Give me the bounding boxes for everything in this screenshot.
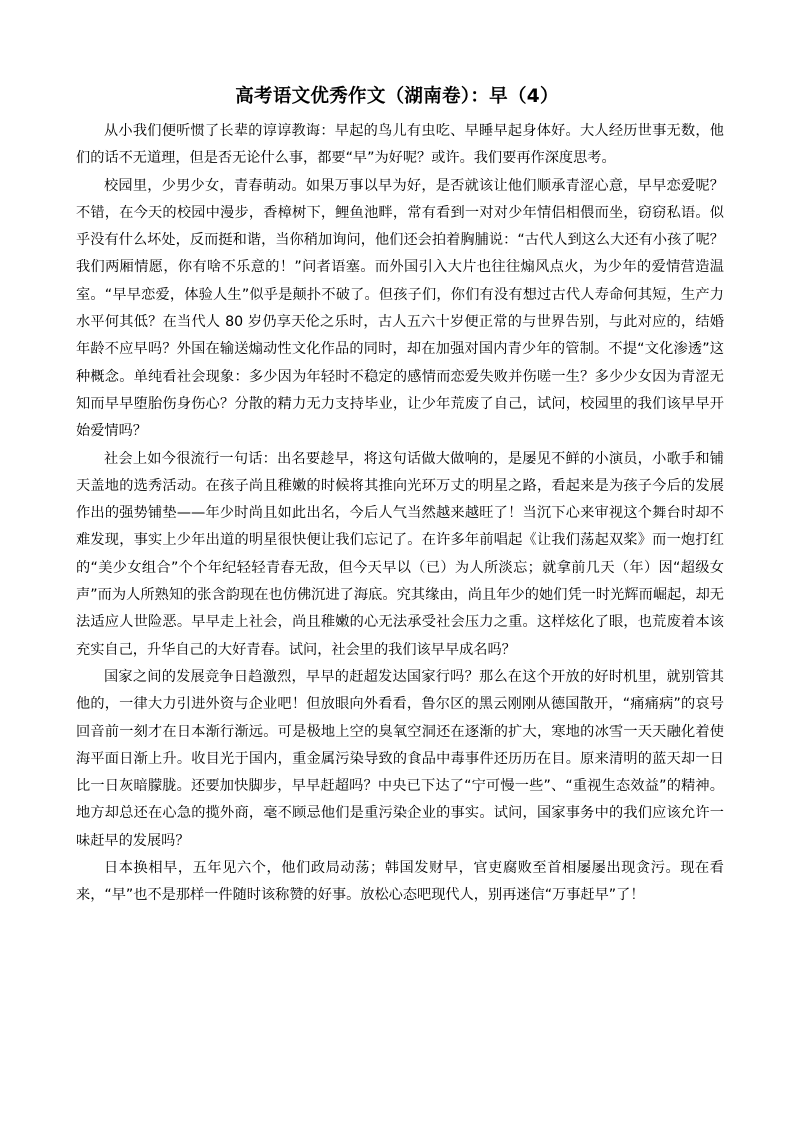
essay-paragraph-1: 从小我们便听惯了长辈的谆谆教诲：早起的鸟儿有虫吃、早睡早起身体好。大人经历世事无数，他们的话不无道理，但是否无论什么事，都要“早”为好呢？或许。我们要再作深度思考。 bbox=[76, 123, 724, 167]
essay-paragraph-5: 日本换相早，五年见六个，他们政局动荡；韩国发财早，官吏腐败至首相屡屡出现贪污。现在看来，“早”也不是那样一件随时该称赞的好事。放松心态吧现代人，别再迷信“万事赶早”了！ bbox=[76, 860, 724, 904]
essay-body bbox=[76, 118, 724, 910]
essay-paragraph-2: 校园里，少男少女，青春萌动。如果万事以早为好，是否就该让他们顺承青涩心意，早早恋爱呢？不错，在今天的校园中漫步，香樟树下，鲤鱼池畔，常有看到一对对少年情侣相偎而坐，窃窃私语。似乎没有什么坏处，反而挺和谐，当你稍加询问，他们还会拍着胸脯说：“古代人到这么大还有小孩了呢？我们两厢情愿，你有啥不乐意的！”问者语塞。而外国引入大片也往往煽风点火，为少年的爱情营造温室。“早早恋爱，体验人生”似乎是颠扑不破了。但孩子们，你们有没有想过古代人寿命何其短，生产力水平何其低？在当代人 80 岁仍享天伦之乐时，古人五六十岁便正常的与世界告别，与此对应的，结婚年龄不应早吗？外国在输送煽动性文化作品的同时，却在加强对国内青少年的管制。不提“文化渗透”这种概念。单纯看社会现象：多少因为年轻时不稳定的感情而恋爱失败并伤嗟一生？多少少女因为青涩无知而早早堕胎伤身伤心？分散的精力无力支持毕业，让少年荒废了自己，试问，校园里的我们该早早开始爱情吗？ bbox=[76, 177, 724, 440]
essay-title: 高考语文优秀作文（湖南卷）：早（4） bbox=[235, 86, 559, 107]
essay-paragraph-3: 社会上如今很流行一句话：出名要趁早，将这句话做大做响的，是屡见不鲜的小演员，小歌手和铺天盖地的选秀活动。在孩子尚且稚嫩的时候将其推向光环万丈的明星之路，看起来是为孩子今后的发展作出的强势铺垫——年少时尚且如此出名，今后人气当然越来越旺了！当沉下心来审视这个舞台时却不难发现，事实上少年出道的明星很快便让我们忘记了。在许多年前唱起《让我们荡起双桨》而一炮打红的“美少女组合”个个年纪轻轻青春无敌，但今天早以（已）为人所淡忘；就拿前几天（年）因“超级女声”而为人所熟知的张含韵现在也仿佛沉进了海底。究其缘由，尚且年少的她们凭一时光辉而崛起，却无法适应人世险恶。早早走上社会，尚且稚嫩的心无法承受社会压力之重。这样炫化了眼，也荒废着本该充实自己，升华自己的大好青春。试问，社会里的我们该早早成名吗？ bbox=[76, 450, 724, 658]
essay-paragraph-4: 国家之间的发展竞争日趋激烈，早早的赶超发达国家行吗？那么在这个开放的好时机里，就别管其他的，一律大力引进外资与企业吧！但放眼向外看看，鲁尔区的黑云刚刚从德国散开，“痛痛病”的哀号回音前一刻才在日本渐行渐远。可是极地上空的臭氧空洞还在逐渐的扩大，寒地的冰雪一天天融化着使海平面日渐上升。收目光于国内，重金属污染导致的食品中毒事件还历历在目。原来清明的蓝天却一日比一日灰暗朦胧。还要加快脚步，早早赶超吗？中央已下达了“宁可慢一些”、“重视生态效益”的精神。地方却总还在心急的揽外商，毫不顾忌他们是重污染企业的事实。试问，国家事务中的我们应该允许一味赶早的发展吗？ bbox=[76, 668, 724, 849]
